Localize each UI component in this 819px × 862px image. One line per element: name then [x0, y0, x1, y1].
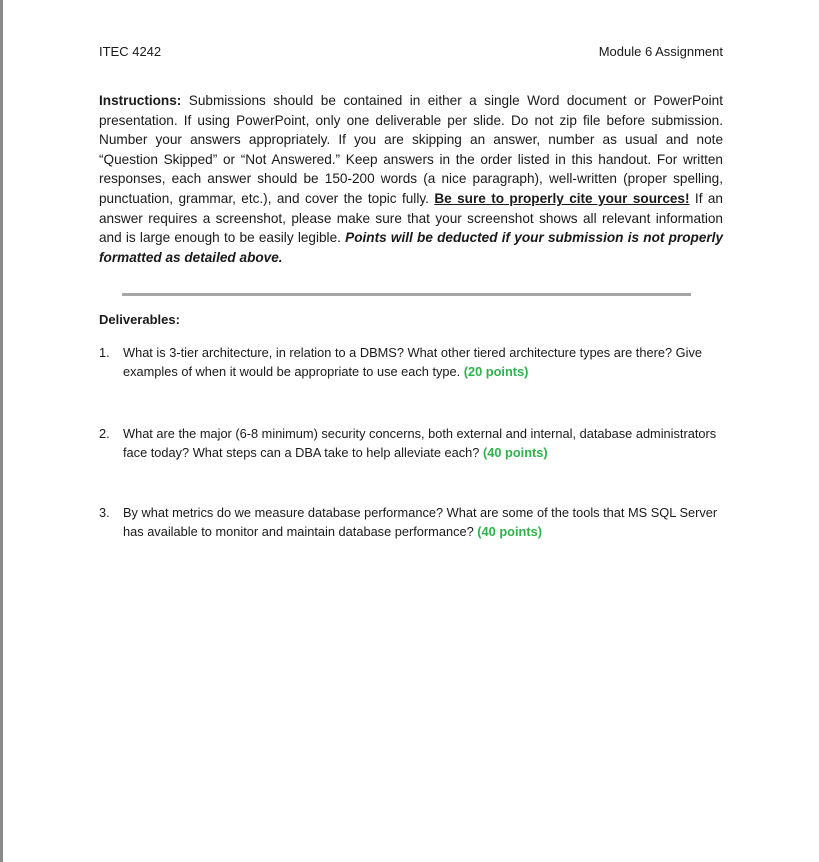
deliverable-question: By what metrics do we measure database performance? What are some of the tools that MS SQL Server has available to monitor and maintain database performance?: [123, 505, 718, 539]
deliverable-number: 2.: [99, 426, 110, 441]
page-left-border: [0, 0, 3, 862]
instructions-paragraph: [99, 91, 723, 267]
deliverable-number: 1.: [99, 345, 110, 360]
deliverable-question: What is 3-tier architecture, in relation to a DBMS? What other tiered architecture types are there? Give examples of when it would be appropriate to use each type.: [123, 345, 702, 379]
header-course: ITEC 4242: [99, 44, 162, 59]
deliverable-number: 3.: [99, 505, 110, 520]
deliverable-points: (40 points): [482, 445, 548, 460]
instructions-label: Instructions:: [99, 93, 182, 108]
deliverables-heading: Deliverables:: [99, 312, 180, 327]
deliverable-points: (20 points): [463, 364, 529, 379]
deduction-note: Points will be deducted if your submission is not properly formatted as detailed above.: [99, 230, 724, 265]
header-assignment: Module 6 Assignment: [598, 44, 723, 59]
instructions-text: Submissions should be contained in either a single Word document or PowerPoint presentation. If using PowerPoint, only one deliverable per slide. Do not zip file before submission. Number your answers appropriately. If you are skipping an answer, number as usual and note “Question Skipped” or “Not Answered.” Keep answers in the order listed in this handout. For written responses, each answer should be 150-200 words (a nice paragraph), well-written (proper spelling, punctuation, grammar, etc.), and cover the topic fully.: [99, 93, 723, 206]
horizontal-divider: [122, 293, 691, 296]
deliverable-question: What are the major (6-8 minimum) security concerns, both external and internal, database administrators face today? What steps can a DBA take to help alleviate each?: [123, 426, 717, 460]
cite-sources-note: Be sure to properly cite your sources!: [434, 190, 690, 206]
deliverable-item-3: [99, 503, 719, 541]
deliverable-points: (40 points): [477, 524, 542, 539]
deliverable-item-1: [99, 343, 719, 381]
instructions-text-2: If an answer requires a screenshot, please make sure that your screenshot shows all relevant information and is large enough to be easily legible.: [99, 190, 723, 246]
deliverable-item-2: [99, 424, 719, 462]
